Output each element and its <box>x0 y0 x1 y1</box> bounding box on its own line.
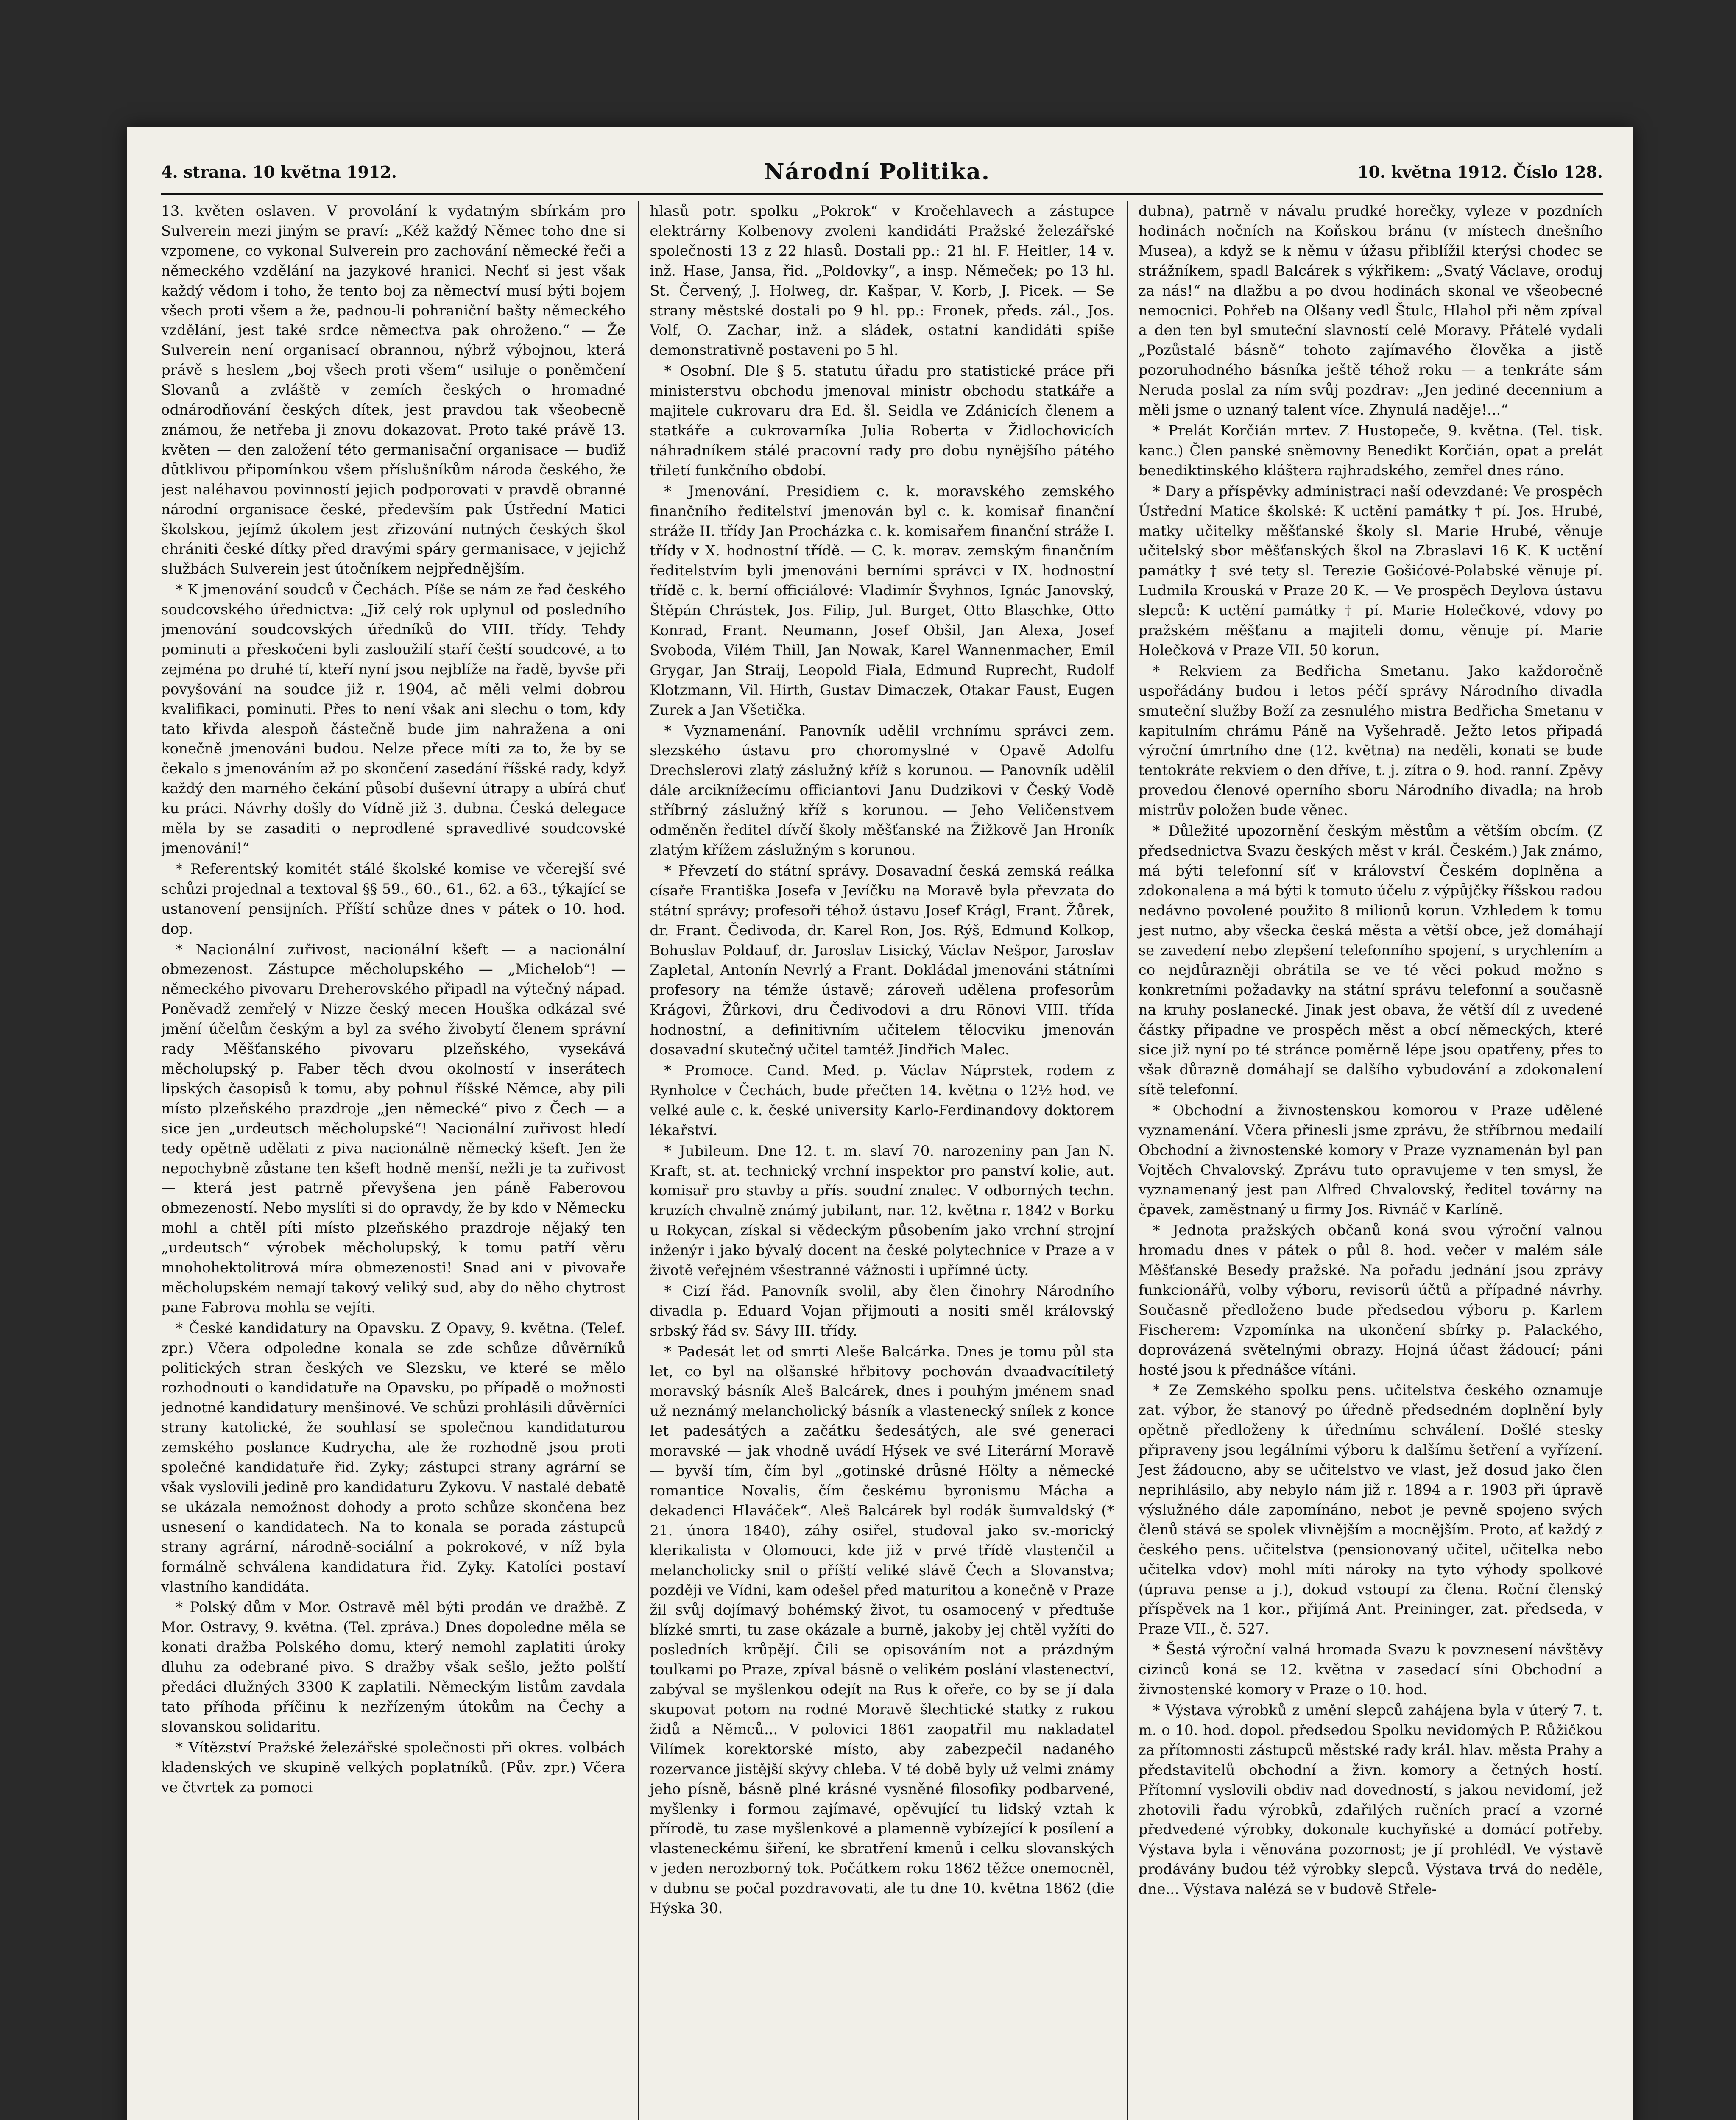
newspaper-title: Národní Politika. <box>764 159 990 185</box>
column-1 <box>161 201 625 2120</box>
article-paragraph: * Výstava výrobků z umění slepců zahájena byla v úterý 7. t. m. o 10. hod. dopol. předsedou Spolku nevidomých P. Růžičkou za přítomnosti zástupců městské rady král. hlav. města Prahy a představitelů obchodní a živn. komory a četných hostí. Přítomní vyslovili obdiv nad dovedností, s jakou nevidomí, jež zhotovili řadu výrobků, zdařilých ručních prací a vzorné předvedené výrobky, dokonale kuchyňské a domácí potřeby. Výstava byla i věnována pozornost; je jí prohlédl. Ve výstavě prodávány budou též výrobky slepců. Výstava trvá do neděle, dne... Výstava nalézá se v budově Střele- <box>1138 1702 1603 1898</box>
page-header <box>161 153 1603 191</box>
article-paragraph: * Polský dům v Mor. Ostravě měl býti prodán ve dražbě. Z Mor. Ostravy, 9. května. (Tel. zpráva.) Dnes dopoledne měla se konati dražba Polského domu, který nemohl zaplatiti úroky dluhu za odebrané pivo. S dražby však sešlo, ježto polští předáci dlužných 3300 K zaplatili. Německým listům zavdala tato příhoda příčinu k nezřízeným útokům na Čechy a slovanskou solidaritu. <box>161 1599 626 1735</box>
article-paragraph: * Jednota pražských občanů koná svou výroční valnou hromadu dnes v pátek o půl 8. hod. večer v malém sále Měšťanské Besedy pražské. Na pořadu jednání jsou zprávy funkcionářů, volby výboru, revisorů účtů a případné návrhy. Současně předloženo bude předsedou výboru p. Karlem Fischerem: Vzpomínka na ukončení sbírky p. Palackého, doprovázená světelnými obrazy. Hojná účast žádoucí; páni hosté jsou k přednášce vítáni. <box>1138 1222 1603 1378</box>
article-paragraph: * Šestá výroční valná hromada Svazu k povznesení návštěvy cizinců koná se 12. května v zasedací síni Obchodní a živnostenské komory v Praze o 10. hod. <box>1138 1641 1603 1699</box>
header-page-date: 4. strana. 10 května 1912. <box>161 162 397 181</box>
header-rule <box>161 193 1603 195</box>
article-paragraph: * K jmenování soudců v Čechách. Píše se nám ze řad českého soudcovského úřednictva: „Již celý rok uplynul od posledního jmenování soudcovských úředníků do VIII. třídy. Tehdy pominuti a přeskočeni byli zasloužilí staří čeští soudcové, a to zejména po druhé tí, kteří nyní jsou nejblíže na řadě, byvše při povyšování na soudce již r. 1904, ač měli velmi dobrou kvalifikaci, pominuti. Přes to není však ani slechu o tom, kdy tato křivda alespoň částečně bude jim nahražena a oni konečně jmenováni budou. Nelze přece míti za to, že by se čekalo s jmenováním až po skončení zasedání říšské rady, když každý den marného čekání působí duševní útrapy a ubírá chuť ku práci. Návrhy došly do Vídně již 3. dubna. Česká delegace měla by se zasaditi o neprodlené spravedlivé soudcovské jmenování!“ <box>161 581 626 857</box>
article-paragraph: * Obchodní a živnostenskou komorou v Praze udělené vyznamenání. Včera přinesli jsme zprávu, že stříbrnou medailí Obchodní a živnostenské komory v Praze vyznamenán byl pan Vojtěch Chvalovský. Zprávu tuto opravujeme v ten smysl, že vyznamenaný jest pan Alfred Chvalovský, ředitel továrny na čpavek, zaměstnaný u firmy Jos. Rivnáč v Karlíně. <box>1138 1102 1603 1219</box>
article-paragraph: dubna), patrně v návalu prudké horečky, vyleze v pozdních hodinách nočních na Koňskou bránu (v místech dnešního Musea), a když se k němu v úžasu přiblížil kterýsi chodec se strážníkem, spadl Balcárek s výkřikem: „Svatý Václave, oroduj za nás!“ na dlažbu a po dvou hodinách skonal ve všeobecné nemocnici. Pohřeb na Olšany vedl Štulc, Hlahol při něm zpíval a den ten byl smuteční slavností celé Moravy. Přátelé vydali „Pozůstalé básně“ tohoto zajímavého člověka a jistě pozoruhodného básníka ještě téhož roku — a tenkráte sám Neruda poslal za ním svůj pozdrav: „Jen jediné decennium a měli jsme o uznaný talent více. Zhynulá naděje!...“ <box>1138 203 1603 419</box>
article-paragraph: * Prelát Korčián mrtev. Z Hustopeče, 9. května. (Tel. tisk. kanc.) Člen panské sněmovny Benedikt Korčián, opat a prelát benediktinského kláštera rajhradského, zemřel dnes ráno. <box>1138 422 1603 479</box>
article-paragraph: * Vítězství Pražské železářské společnosti při okres. volbách kladenských ve skupině velkých poplatníků. (Pův. zpr.) Včera ve čtvrtek za pomoci <box>161 1739 626 1796</box>
article-paragraph: hlasů potr. spolku „Pokrok“ v Kročehlavech a zástupce elektrárny Kolbenovy zvoleni kandidáti Pražské železářské společnosti 13 z 22 hlasů. Dostali pp.: 21 hl. F. Heitler, 14 v. inž. Hase, Jansa, řid. „Poldovky“, a insp. Němeček; po 13 hl. St. Červený, J. Holweg, dr. Kašpar, V. Korb, J. Picek. — Se strany městské dostali po 9 hl. pp.: Fronek, předs. zál., Jos. Volf, O. Zachar, inž. a sládek, ostatní kandidáti spíše demonstrativně postaveni po 5 hl. <box>650 203 1114 359</box>
article-paragraph: * Ze Zemského spolku pens. učitelstva českého oznamuje zat. výbor, že stanový po úředně předsedném doplnění byly opětně předloženy k úřednímu schválení. Došlé stesky připraveny jsou legálními výboru k dalšímu šetření a vyřízení. Jest žádoucno, aby se učitelstvo ve vlast, jež dosud jako člen neprihlásilo, aby nebylo nám již r. 1894 a r. 1903 při úpravě výslužného dále zapomínáno, nebot je pevně spojeno svých členů stává se spolek vlivnějším a mocnějším. Proto, ať každý z českého pens. učitelstva (pensionovaný učitel, učitelka nebo učitelka vdov) mohl míti nároky na tyto výhody spolkové (úprava pense a j.), dokud vstoupí za člena. Roční členský příspěvek na 1 kor., přijímá Ant. Preininger, zat. předseda, v Praze VII., č. 527. <box>1138 1382 1603 1638</box>
article-paragraph: * Vyznamenání. Panovník udělil vrchnímu správci zem. slezského ústavu pro choromyslné v Opavě Adolfu Drechslerovi zlatý záslužný kříž s korunou. — Panovník udělil dále arciknížecímu officiantovi Janu Dudzikovi v Český Vodě stříbrný záslužný kříž s korunou. — Jeho Veličenstvem odměněn ředitel dívčí školy měšťanské na Žižkově Jan Hroník zlatým křížem záslužným s korunou. <box>650 722 1114 859</box>
article-paragraph: * Dary a příspěvky administraci naší odevzdané: Ve prospěch Ústřední Matice školské: K uctění památky † pí. Jos. Hrubé, matky učitelky měšťanské školy sl. Marie Hrubé, věnuje učitelský sbor měšťanských škol na Zbraslavi 16 K. K uctění památky † své tety sl. Terezie Gošićové-Polabské věnuje pí. Ludmila Krouská v Praze 20 K. — Ve prospěch Deylova ústavu slepců: K uctění památky † pí. Marie Holečkové, vdovy po pražském měšťanu a majiteli domu, věnuje pí. Marie Holečková v Praze VII. 50 korun. <box>1138 483 1603 659</box>
article-columns <box>161 201 1603 2120</box>
article-paragraph: * Osobní. Dle § 5. statutu úřadu pro statistické práce při ministerstvu obchodu jmenoval ministr obchodu statkáře a majitele cukrovaru dra Ed. šl. Seidla ve Zdánicích členem a statkáře a cukrovarníka Julia Roberta v Židlochovicích náhradníkem stálé pracovní rady pro dobu nynějšího pátého třiletí funkčního období. <box>650 363 1114 479</box>
column-2 <box>638 201 1114 2120</box>
article-paragraph: 13. květen oslaven. V provolání k vydatným sbírkám pro Sulverein mezi jiným se praví: „Kéž každý Němec toho dne si vzpomene, co vykonal Sulverein pro zachování německé řeči a německého vzdělání na jazykové hranici. Nechť si jest však každý vědom i toho, že tento boj za němectví musí býti bojem všech proti všem a že, padnou-li pohraniční bašty německého vzdělání, jest také srdce němectva pak ohroženo.“ — Že Sulverein není organisací obrannou, nýbrž výbojnou, která právě s heslem „boj všech proti všem“ usiluje o poněmčení Slovanů a zvláště v zemích českých o hromadné odnárodňování českých dítek, jest pravdou tak všeobecně známou, že netřeba ji znovu dokazovat. Proto také právě 13. květen — den založení této germanisační organisace — buďiž důtklivou připomínkou všem příslušníkům národa českého, že jest naléhavou povinností jejich podporovati v pravdě obranné národní organisace české, především pak Ústřední Matici školskou, jejímž úkolem jest zřizování nutných českých škol chrániti české dítky před dravými spáry germanisace, v jejichž službách Sulverein jest útočníkem nejpřednějším. <box>161 203 626 578</box>
article-paragraph: * Jubileum. Dne 12. t. m. slaví 70. narozeniny pan Jan N. Kraft, st. at. technický vrchní inspektor pro panství kolie, aut. komisař pro stavby a přís. soudní znalec. V odborných techn. kruzích chvalně známý jubilant, nar. 12. května r. 1842 v Borku u Rokycan, získal si vědeckým působením jako vrchní strojní inženýr i jako bývalý docent na české polytechnice v Praze a v životě veřejném všestranné vážnosti i upřímné úcty. <box>650 1142 1114 1279</box>
article-paragraph: * Rekviem za Bedřicha Smetanu. Jako každoročně uspořádány budou i letos péčí správy Národního divadla smuteční služby Boží za zesnulého mistra Bedřicha Smetanu v kapitulním chrámu Páně na Vyšehradě. Ježto letos připadá výroční úmrtního dne (12. května) na neděli, konati se bude tentokráte rekviem o den dříve, t. j. zítra o 9. hod. ranní. Zpěvy provedou členové operního sboru Národního divadla; na hrob mistrův položen bude věnec. <box>1138 662 1603 819</box>
column-3 <box>1127 201 1603 2120</box>
article-paragraph: * Padesát let od smrti Aleše Balcárka. Dnes je tomu půl sta let, co byl na olšanské hřbitovy pochován dvaadvacítiletý moravský básník Aleš Balcárek, dnes i pouhým jménem snad už neznámý melancholický básník a vlastenecký snílek z konce let padesátých a začátku šedesátých, ale své generaci moravské — jak vhodně uvádí Hýsek ve své Literární Moravě — byvší tím, čím byl „gotinské drůsné Hölty a německé romantice Novalis, čím českému byronismu Mácha a dekadenci Hlaváček“. Aleš Balcárek byl rodák šumvaldský (* 21. února 1840), záhy osiřel, studoval jako sv.-morický klerikalista v Olomouci, kde již v prvé třídě vlastenčil a melancholicky snil o příští veliké slávě Čech a Slovanstva; později ve Vídni, kam odešel před maturitou a konečně v Praze žil svůj dojímavý bohémský život, tu osamocený v předtuše blízké smrti, tu zase okázale a burně, jakoby jej chtěl vyžíti do posledních krůpějí. Čili se opisováním not a prázdným toulkami po Praze, zpíval básně o velikém poslání vlastenectví, zabýval se myšlenkou odejít na Rus k ořeře, co by se jí dala skupovat potom na rodné Moravě šlechtické statky z rukou židů a Němců... V polovici 1861 zaopatřil mu nakladatel Vilímek korektorské místo, aby zabezpečil nadaného rozervance jistější skývy chleba. V té době byly už velmi známy jeho písně, básně plné krásné vysněné filosofiky podbarvené, myšlenky i formou zajímavé, opěvující tu lidský vztah k přírodě, tu zase myšlenkové a plamenně vybízející k posílení a vlasteneckému šiření, ke sbratření kmenů i celku slovanských v jeden nerozborný tok. Počátkem roku 1862 těžce onemocněl, v dubnu se počal pozdravovati, ale tu dne 10. května 1862 (die Hýska 30. <box>650 1343 1114 1917</box>
article-paragraph: * Převzetí do státní správy. Dosavadní česká zemská reálka císaře Františka Josefa v Jevíčku na Moravě byla převzata do státní správy; profesoři téhož ústavu Josef Krágl, Frant. Žůrek, dr. Frant. Čedivoda, dr. Karel Ron, Jos. Rýš, Edmund Kolkop, Bohuslav Poldauf, dr. Jaroslav Lisický, Václav Nešpor, Jaroslav Zapletal, Antonín Nevrlý a Frant. Dokládal jmenováni státními profesory na témže ústavě; zároveň udělena profesorům Krágovi, Žůrkovi, dru Čedivodovi a dru Rönovi VIII. třída hodnostní, a definitivním učitelem tělocviku jmenován dosavadní skutečný učitel tamtéž Jindřich Malec. <box>650 862 1114 1059</box>
article-paragraph: * Nacionální zuřivost, nacionální kšeft — a nacionální obmezenost. Zástupce měcholupského — „Michelob“! — německého pivovaru Dreherovského připadl na výtečný nápad. Poněvadž zemřelý v Nizze český mecen Houška odkázal své jmění účelům českým a byl za svého živobytí členem správní rady Měšťanského pivovaru plzeňského, vysekává měcholupský p. Faber těch dvou okolností v inserátech lipských časopisů k tomu, aby pohnul říšské Němce, aby pili místo plzeňského prazdroje „jen německé“ pivo z Čech — a sice jen „urdeutsch měcholupské“! Nacionální zuřivost hledí tedy opětně udělati z piva nacionálně německý kšeft. Jen že nepochybně zůstane ten kšeft hodně menší, nežli je ta zuřivost — která jest patrně převyšena jen páně Faberovou obmezeností. Nebo myslíti si do opravdy, že by kdo v Německu mohl a chtěl píti místo plzeňského prazdroje nějaký ten „urdeutsch“ výrobek měcholupský, k tomu patří věru mnohohektolitrová míra obmezenosti! Snad ani v pivovaře měcholupském nemají takový veliký sud, aby do něho chytrost pane Fabrova mohla se vejíti. <box>161 941 626 1316</box>
article-paragraph: * Promoce. Cand. Med. p. Václav Náprstek, rodem z Rynholce v Čechách, bude přečten 14. května o 12½ hod. ve velké aule c. k. české university Karlo-Ferdinandovy doktorem lékařství. <box>650 1062 1114 1139</box>
article-paragraph: * Cizí řád. Panovník svolil, aby člen činohry Národního divadla p. Eduard Vojan přijmouti a nositi směl královský srbský řád sv. Sávy III. třídy. <box>650 1282 1114 1339</box>
article-paragraph: * Jmenování. Presidiem c. k. moravského zemského finančního ředitelství jmenován byl c. k. komisař finanční stráže II. třídy Jan Procházka c. k. komisařem finanční stráže I. třídy v X. hodnostní třídě. — C. k. morav. zemským finančním ředitelstvím byli jmenováni berními správci v IX. hodnostní třídě c. k. berní officiálové: Vladimír Švyhnos, Ignác Janovský, Štěpán Chrástek, Jos. Filip, Jul. Burget, Otto Blaschke, Otto Konrad, Frant. Neumann, Josef Obšil, Jan Alexa, Josef Svoboda, Vilém Thill, Jan Nowak, Karel Wannenmacher, Emil Grygar, Jan Straij, Leopold Fiala, Edmund Ruprecht, Rudolf Klotzmann, Vil. Hirth, Gustav Dimaczek, Otakar Faust, Eugen Zurek a Jan Všetička. <box>650 483 1114 719</box>
newspaper-page <box>127 127 1633 2120</box>
article-paragraph: * České kandidatury na Opavsku. Z Opavy, 9. května. (Telef. zpr.) Včera odpoledne konala se zde schůze důvěrníků politických stran českých ve Slezsku, ve které se mělo rozhodnouti o kandidatuře na Opavsku, po případě o možnosti jednotné kandidatury menšinové. Ve schůzi prohlásili důvěrníci strany katolické, že souhlasí se společnou kandidaturou zemského poslance Kudrycha, ale že rozhodně jsou proti společné kandidatuře řid. Zyky; zástupci strany agrární se však vyslovili jedině pro kandidaturu Zykovu. V nastalé debatě se ukázala nemožnost dohody a proto schůze skončena bez usnesení o kandidatech. Na to konala se porada zástupců strany agrární, národně-sociální a pokrokové, v níž byla formálně schválena kandidatura řid. Zyky. Katolíci postaví vlastního kandidáta. <box>161 1319 626 1596</box>
header-date-issue: 10. května 1912. Číslo 128. <box>1357 162 1603 181</box>
article-paragraph: * Důležité upozornění českým městům a větším obcím. (Z předsednictva Svazu českých měst v král. Českém.) Jak známo, má býti telefonní síť v království Českém doplněna a zdokonalena a má býti k tomuto účelu z výpůjčky říšskou radou nedávno povolené použito 8 milionů korun. Vzhledem k tomu jest nutno, aby všecka česká města a větší obce, jež domáhají se zavedení nebo zlepšení telefonního spojení, s urychlením a co nejdůrazněji obrátila se ve té věci pokud možno s konkretními požadavky na státní správu telefonní a současně na kruhy poslanecké. Jinak jest obava, že větší díl z uvedené částky připadne ve prospěch měst a obcí německých, které sice již nyní po té stránce poměrně lépe jsou opatřeny, přes to však důrazně domáhají se dalšího vybudování a zdokonalení sítě telefonní. <box>1138 823 1603 1098</box>
article-paragraph: * Referentský komitét stálé školské komise ve včerejší své schůzi projednal a textoval §§ 59., 60., 61., 62. a 63., týkající se ustanovení pensijních. Příští schůze dnes v pátek o 10. hod. dop. <box>161 860 626 937</box>
